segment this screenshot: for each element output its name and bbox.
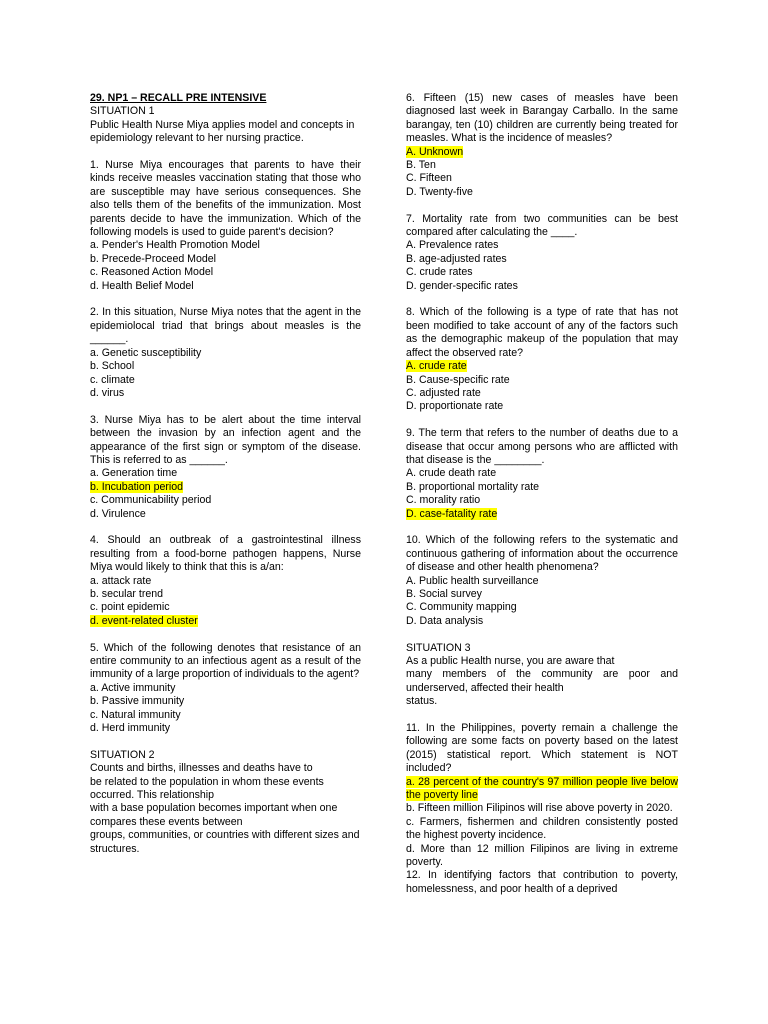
intro-line: Counts and births, illnesses and deaths have to <box>90 762 313 775</box>
question-text: 9. The term that refers to the number of deaths due to a disease that occur among persons who are afflicted with that disease is the ________. <box>406 427 678 466</box>
answer-option: C. Fifteen <box>406 172 452 185</box>
answer-option: C. Community mapping <box>406 601 517 614</box>
question-3 <box>90 414 361 521</box>
answer-option: C. crude rates <box>406 266 473 279</box>
question-6 <box>406 92 678 199</box>
question-text: 10. Which of the following refers to the systematic and continuous gathering of information about the occurrence of disease and other health phenomena? <box>406 534 678 574</box>
situation-3-intro <box>406 655 678 709</box>
left-column <box>90 92 361 856</box>
answer-option: c. Natural immunity <box>90 708 181 721</box>
question-4 <box>90 534 361 628</box>
answer-option: a. Active immunity <box>90 681 176 694</box>
document-title: 29. NP1 – RECALL PRE INTENSIVE <box>90 92 267 104</box>
answer-option: D. proportionate rate <box>406 400 504 413</box>
answer-option: b. Passive immunity <box>90 695 185 708</box>
answer-option: A. Public health surveillance <box>406 574 539 587</box>
situation-2-heading: SITUATION 2 <box>90 748 155 761</box>
answer-option: c. Communicability period <box>90 494 212 507</box>
question-text: 11. In the Philippines, poverty remain a challenge the following are some facts on poverty based on the latest (2015) statistical report. Which statement is NOT included? <box>406 722 678 775</box>
situation-1-intro: Public Health Nurse Miya applies model and concepts in epidemiology relevant to her nursing practice. <box>90 118 355 145</box>
highlighted-answer: D. case-fatality rate <box>406 507 498 520</box>
answer-option: a. Genetic susceptibility <box>90 346 202 359</box>
answer-option: B. Social survey <box>406 587 482 600</box>
intro-line: many members of the community are poor and underserved, affected their health <box>406 668 678 694</box>
question-2 <box>90 306 361 400</box>
answer-option: a. Generation time <box>90 467 178 480</box>
highlighted-answer: d. event-related cluster <box>90 614 198 627</box>
question-text: 7. Mortality rate from two communities can be best compared after calculating the ____. <box>406 212 678 239</box>
highlighted-answer: a. 28 percent of the country's 97 million people live below the poverty line <box>406 775 678 802</box>
question-text: 5. Which of the following denotes that resistance of an entire community to an infectious agent as a result of the immunity of a large proportion of individuals to the agent? <box>90 641 361 681</box>
answer-option: b. Precede-Proceed Model <box>90 252 217 265</box>
situation-1-heading: SITUATION 1 <box>90 105 155 118</box>
answer-option: B. Ten <box>406 159 436 172</box>
highlighted-answer: A. Unknown <box>406 145 464 158</box>
question-9 <box>406 427 678 521</box>
question-text: 3. Nurse Miya has to be alert about the time interval between the invasion by an infection agent and the appearance of the first sign or symptom of the disease. This is referred to as ______. <box>90 413 361 466</box>
answer-option: d. Virulence <box>90 507 146 520</box>
answer-option: d. virus <box>90 386 125 399</box>
question-12 <box>406 869 678 896</box>
answer-option: a. Pender's Health Promotion Model <box>90 239 260 252</box>
highlighted-answer: A. crude rate <box>406 360 467 373</box>
answer-option: b. School <box>90 360 135 373</box>
intro-line: with a base population becomes important when one compares these events between <box>90 802 338 828</box>
answer-option: C. adjusted rate <box>406 386 481 399</box>
situation-3-heading: SITUATION 3 <box>406 641 471 654</box>
question-11 <box>406 722 678 869</box>
question-8 <box>406 306 678 413</box>
question-7 <box>406 213 678 293</box>
question-10 <box>406 534 678 628</box>
answer-option: d. Health Belief Model <box>90 279 194 292</box>
intro-line: be related to the population in whom these events occurred. This relationship <box>90 775 324 802</box>
answer-option: D. Twenty-five <box>406 185 473 198</box>
question-text: 4. Should an outbreak of a gastrointestinal illness resulting from a food-borne pathogen happens, Nurse Miya would likely to think that this is a/an: <box>90 534 361 574</box>
question-text: 1. Nurse Miya encourages that parents to have their kinds receive measles vaccination stating that those who are susceptible may have serious consequences. She also tells them of the benefits of the immunization. Most parents decide to have the immunization. Which of the following models is used to guide parent's decision? <box>90 159 361 239</box>
highlighted-answer: b. Incubation period <box>90 480 184 493</box>
question-1 <box>90 159 361 293</box>
answer-option: b. Fifteen million Filipinos will rise above poverty in 2020. <box>406 802 673 815</box>
answer-option: A. Prevalence rates <box>406 239 499 252</box>
answer-option: d. Herd immunity <box>90 722 171 735</box>
question-text: 8. Which of the following is a type of rate that has not been modified to take account of any of the factors such as the demographic makeup of the population that may affect the observed rate? <box>406 306 678 359</box>
answer-option: b. secular trend <box>90 587 164 600</box>
answer-option: a. attack rate <box>90 574 152 587</box>
answer-option: c. point epidemic <box>90 601 170 614</box>
answer-option: c. Reasoned Action Model <box>90 266 214 279</box>
answer-option: D. gender-specific rates <box>406 279 518 292</box>
intro-line: As a public Health nurse, you are aware that <box>406 654 615 667</box>
situation-2-intro <box>90 762 361 856</box>
answer-option: B. age-adjusted rates <box>406 252 507 265</box>
answer-option: A. crude death rate <box>406 467 497 480</box>
answer-option: B. proportional mortality rate <box>406 480 540 493</box>
intro-line: groups, communities, or countries with different sizes and structures. <box>90 829 360 855</box>
question-text: 12. In identifying factors that contribution to poverty, homelessness, and poor health of a deprived <box>406 869 678 895</box>
question-text: 2. In this situation, Nurse Miya notes that the agent in the epidemiolocal triad that brings about measles is the ______. <box>90 306 361 346</box>
intro-line: status. <box>406 695 438 708</box>
answer-option: D. Data analysis <box>406 614 484 627</box>
answer-option: c. climate <box>90 373 135 386</box>
answer-option: d. More than 12 million Filipinos are living in extreme poverty. <box>406 842 678 869</box>
answer-option: c. Farmers, fishermen and children consistently posted the highest poverty incidence. <box>406 815 678 842</box>
right-column <box>406 92 678 896</box>
question-text: 6. Fifteen (15) new cases of measles have been diagnosed last week in Barangay Carballo. In the same barangay, ten (10) children are currently being treated for measles. What is the incidence of measles? <box>406 92 678 145</box>
answer-option: C. morality ratio <box>406 494 481 507</box>
answer-option: B. Cause-specific rate <box>406 373 510 386</box>
question-5 <box>90 642 361 736</box>
